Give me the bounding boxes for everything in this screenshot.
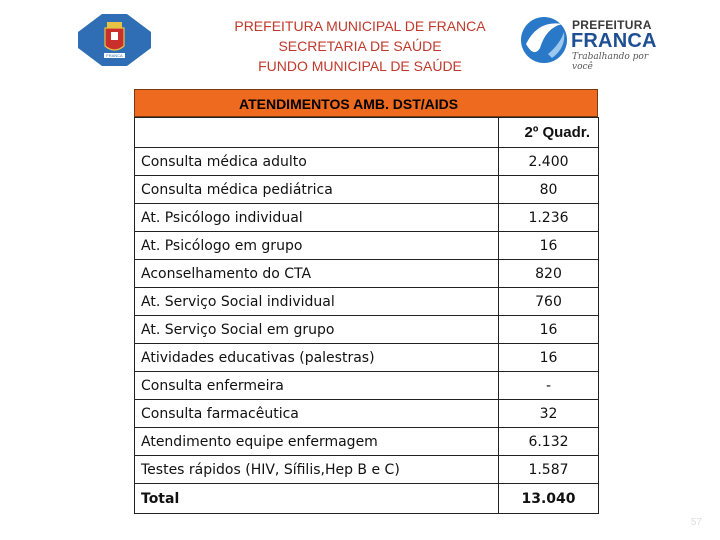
row-value: 1.236: [499, 204, 599, 232]
table-title: ATENDIMENTOS AMB. DST/AIDS: [134, 89, 598, 117]
page-number: 57: [690, 517, 702, 528]
column-header-2nd-quarter: 2º Quadr.: [499, 118, 599, 148]
row-label: At. Psicólogo individual: [135, 204, 499, 232]
table-row: [135, 148, 599, 176]
document-header: [180, 16, 540, 76]
row-label: At. Serviço Social em grupo: [135, 316, 499, 344]
city-crest-logo: [78, 14, 151, 66]
row-value: 760: [499, 288, 599, 316]
table-row: [135, 428, 599, 456]
logo-word-prefeitura: PREFEITURA: [572, 18, 652, 32]
row-label: Testes rápidos (HIV, Sífilis,Hep B e C): [135, 456, 499, 484]
table-row: [135, 260, 599, 288]
row-value: 16: [499, 232, 599, 260]
attendance-table: [134, 89, 598, 514]
row-label: At. Psicólogo em grupo: [135, 232, 499, 260]
row-label: Consulta médica adulto: [135, 148, 499, 176]
row-value: -: [499, 372, 599, 400]
row-label: Consulta médica pediátrica: [135, 176, 499, 204]
table-row: [135, 344, 599, 372]
row-label: Atendimento equipe enfermagem: [135, 428, 499, 456]
crest-label: FRANCA: [106, 53, 123, 58]
table-row: [135, 316, 599, 344]
table-row: [135, 176, 599, 204]
row-value: 32: [499, 400, 599, 428]
row-value: 6.132: [499, 428, 599, 456]
row-value: 820: [499, 260, 599, 288]
row-label: At. Serviço Social individual: [135, 288, 499, 316]
table-header-row: [135, 118, 599, 148]
header-line-3: FUNDO MUNICIPAL DE SAÚDE: [258, 58, 462, 74]
row-value: 80: [499, 176, 599, 204]
row-value: 16: [499, 316, 599, 344]
table-row: [135, 204, 599, 232]
row-value: 2.400: [499, 148, 599, 176]
header-line-1: PREFEITURA MUNICIPAL DE FRANCA: [234, 18, 486, 34]
header-empty-cell: [135, 118, 499, 148]
row-label: Consulta farmacêutica: [135, 400, 499, 428]
row-label: Aconselhamento do CTA: [135, 260, 499, 288]
row-value: 1.587: [499, 456, 599, 484]
table-row: [135, 288, 599, 316]
table-row: [135, 400, 599, 428]
attendance-grid: [134, 117, 599, 514]
table-row: [135, 456, 599, 484]
total-value: 13.040: [499, 484, 599, 514]
logo-word-franca: FRANCA: [571, 30, 657, 52]
row-value: 16: [499, 344, 599, 372]
table-row: [135, 372, 599, 400]
table-row: [135, 232, 599, 260]
logo-swoosh-icon: [518, 14, 570, 66]
row-label: Consulta enfermeira: [135, 372, 499, 400]
header-line-2: SECRETARIA DE SAÚDE: [278, 38, 442, 54]
total-label: Total: [135, 484, 499, 514]
prefeitura-franca-logo: [518, 14, 668, 72]
logo-tagline: Trabalhando por você: [572, 52, 649, 72]
total-row: [135, 484, 599, 514]
row-label: Atividades educativas (palestras): [135, 344, 499, 372]
